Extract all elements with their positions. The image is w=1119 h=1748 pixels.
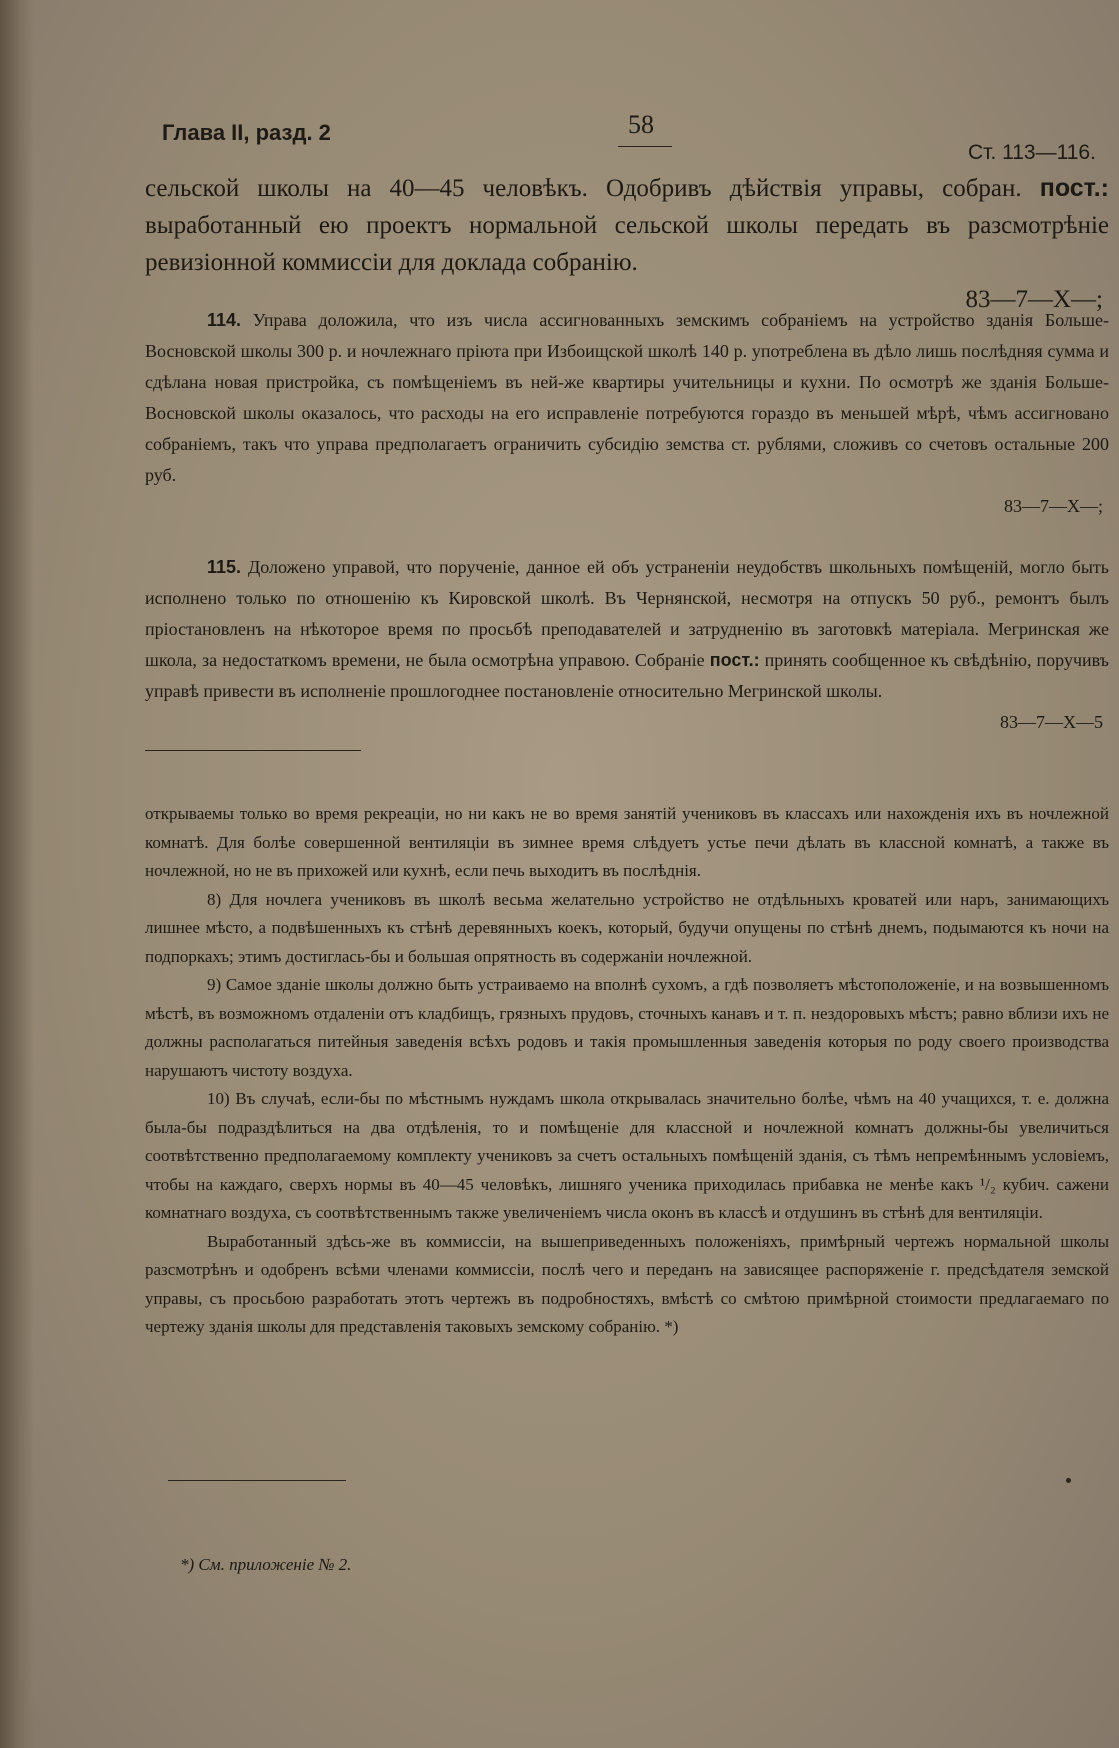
appendix-paragraph-4: 10) Въ случаѣ, если-бы по мѣстнымъ нуждамъ школа открывалась значительно болѣе, чѣмъ на 40 учащихся, т. е. должна была-бы подраздѣлиться на два отдѣленія, то и помѣщеніе для классной и ночлежной комнатъ должны-бы увеличиться соотвѣтственно предполагаемому комплекту учениковъ за счетъ остальныхъ помѣщеній зданія, съ тѣмъ непремѣннымъ условіемъ, чтобы на каждаго, сверхъ нормы въ 40—45 человѣкъ, лишняго ученика приходилась прибавка не менѣе какъ ¹/₂ кубич. сажени комнатнаго воздуха, съ соотвѣтственнымъ также увеличеніемъ числа оконъ въ классѣ и отдушинъ въ стѣнѣ для вентиляціи. [145, 1089, 1109, 1222]
footnote: *) См. приложеніе № 2. [180, 1555, 352, 1574]
para-114-signature: 83—7—X—; [1004, 496, 1103, 516]
para-113-text-1: сельской школы на 40—45 человѣкъ. Одобривъ дѣйствія управы, собран. [145, 175, 1022, 202]
para-114-number: 114. [207, 310, 242, 330]
para-115-text-1: Доложено управой, что порученіе, данное ей объ устраненіи неудобствъ школьныхъ помѣщеній, могло быть исполнено только по отношенію къ Кировской школѣ. Въ Чернянской, несмотря на отпускъ 50 руб., ремонтъ былъ пріостановленъ на нѣкоторое время по просьбѣ преподавателей и затрудненію въ заготовкѣ матеріала. Мегринская же школа, за недостаткомъ времени, не была осмотрѣна управою. Собраніе [145, 557, 1109, 670]
paragraph-114 [145, 305, 1109, 543]
appendix-paragraph-2: 8) Для ночлега учениковъ въ школѣ весьма желательно устройство не отдѣльныхъ кроватей или наръ, занимающихъ лишнее мѣсто, а подвѣшенныхъ къ стѣнѣ деревянныхъ коекъ, который, будучи опущены по стѣнѣ днемъ, подымаются къ ночи на подпоркахъ; этимъ достиглась-бы и большая опрятность въ содержаніи ночлежной. [145, 889, 1109, 966]
appendix-paragraph-3: 9) Самое зданіе школы должно быть устраиваемо на вполнѣ сухомъ, а гдѣ позволяетъ мѣстоположеніе, и на возвышенномъ мѣстѣ, въ возможномъ отдаленіи отъ кладбищъ, грязныхъ прудовъ, сточныхъ канавъ и т. п. нездоровыхъ мѣстъ; равно вблизи ихъ не должны располагаться питейныя заведенія всѣхъ родовъ и такія промышленныя заведенія которыя по роду своего производства нарушаютъ чистоту воздуха. [145, 975, 1109, 1080]
page-number: 58 [628, 110, 654, 139]
paragraph-113 [145, 170, 1109, 325]
page-number-rule [618, 146, 672, 147]
chapter-header: Глава II, разд. 2 [162, 120, 331, 145]
para-115-number: 115. [207, 557, 242, 577]
para-113-post: пост.: [1039, 174, 1109, 202]
section-separator [145, 750, 361, 751]
appendix-text [145, 800, 1109, 1450]
ink-dot [1066, 1478, 1071, 1483]
para-113-signature: 83—7—X—; [965, 286, 1103, 313]
paragraph-115 [145, 552, 1109, 774]
footnote-rule [168, 1480, 346, 1481]
para-115-post: пост.: [709, 650, 760, 670]
para-115-text-2: принять сообщенное къ свѣдѣнію, поручивъ управѣ привести въ исполненіе прошлогоднее постановленіе относительно Мегринской школы. [145, 650, 1109, 701]
appendix-paragraph-1: открываемы только во время рекреаціи, но ни какъ не во время занятій учениковъ въ классахъ или нахожденія ихъ въ ночлежной комнатѣ. Для болѣе совершенной вентиляціи въ зимнее время слѣдуетъ устье печи дѣлать въ классной комнатѣ, а также въ ночлежной, но не въ прихожей или кухнѣ, если печь выходитъ въ послѣднія. [145, 804, 1109, 880]
article-range: Ст. 113—116. [968, 141, 1096, 164]
para-114-text: Управа доложила, что изъ числа ассигнованныхъ земскимъ собраніемъ на устройство зданія Больше-Восновской школы 300 р. и ночлежнаго пріюта при Избоищской школѣ 140 р. употреблена въ дѣло лишь послѣдняя сумма и сдѣлана новая пристройка, съ помѣщеніемъ въ ней-же квартиры учительницы и кухни. По осмотрѣ же зданія Больше-Восновской школы оказалось, что расходы на его исправленіе потребуются гораздо въ меньшей мѣрѣ, чѣмъ ассигновано собраніемъ, такъ что управа предполагаетъ ограничить субсидію земства ст. рублями, сложивъ со счетовъ остальные 200 руб. [145, 310, 1109, 485]
appendix-paragraph-5: Выработанный здѣсь-же въ коммиссіи, на вышеприведенныхъ положеніяхъ, примѣрный чертежъ нормальной школы разсмотрѣнъ и одобренъ всѣми членами коммиссіи, послѣ чего и переданъ на зависящее распоряженіе г. предсѣдателя земской управы, съ просьбою разработать этотъ чертежъ въ подробностяхъ, вмѣстѣ со смѣтою примѣрной стоимости предлагаемаго по чертежу зданія школы для представленія таковыхъ земскому собранію. *) [145, 1231, 1109, 1336]
book-binding-shadow [0, 0, 34, 1748]
para-115-signature: 83—7—X—5 [1000, 712, 1103, 732]
para-113-text-2: выработанный ею проектъ нормальной сельской школы передать въ разсмотрѣніе ревизіонной коммиссіи для доклада собранію. [145, 212, 1109, 276]
